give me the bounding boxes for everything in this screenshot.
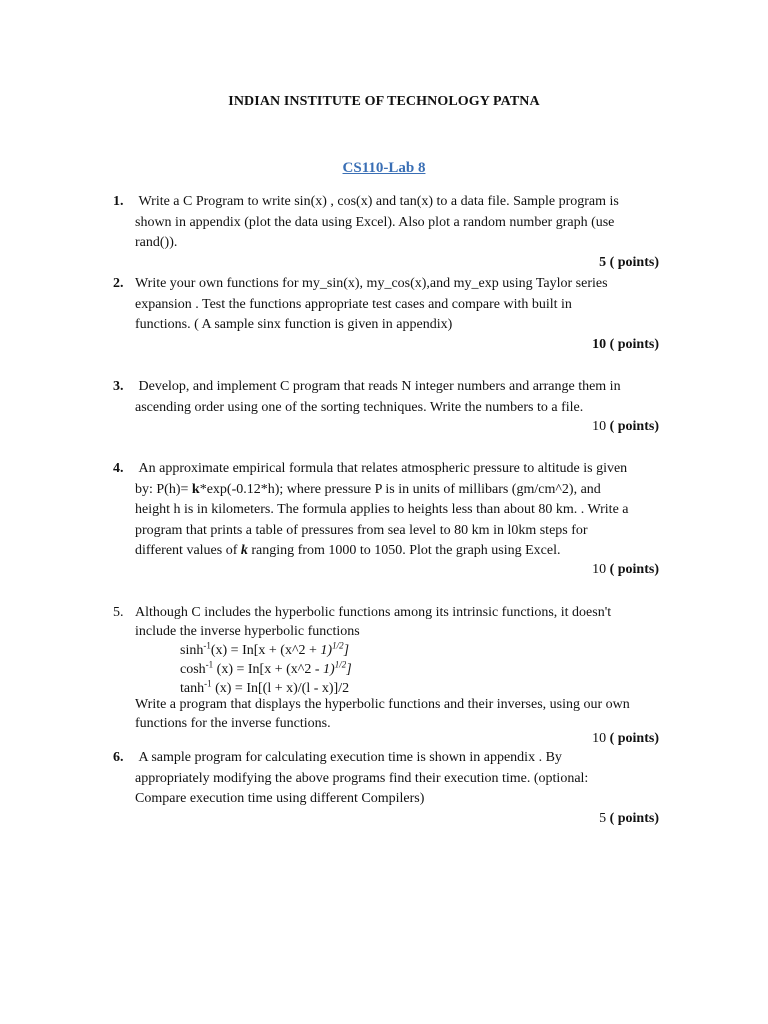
question-number: 5.: [113, 605, 124, 620]
points-q1: [599, 255, 659, 271]
question-number: 2.: [113, 276, 124, 291]
formula-tanh: $\tanh^{-1} (x) = In[(l + x)/(l - x)]/2$: [180, 678, 350, 696]
question-text: [135, 192, 665, 254]
text-line: height h is in kilometers. The formula applies to heights less than about 80 km. . Write a: [135, 502, 629, 517]
question-text: [135, 459, 665, 562]
question-text: [135, 377, 665, 418]
question-number: 6.: [113, 750, 124, 765]
points-q3: [592, 419, 659, 435]
text-line: functions. ( A sample sinx function is given in appendix): [135, 317, 453, 332]
institute-title: INDIAN INSTITUTE OF TECHNOLOGY PATNA: [228, 94, 540, 109]
question-text: [135, 603, 665, 641]
points-value: 5: [599, 255, 607, 270]
text-line: Write a C Program to write sin(x) , cos(x) and tan(x) to a data file. Sample program is: [138, 194, 619, 209]
text-line: A sample program for calculating execution time is shown in appendix . By: [138, 750, 562, 765]
points-value: 10: [592, 562, 607, 577]
text-line: ascending order using one of the sorting techniques. Write the numbers to a file.: [135, 399, 584, 415]
text-line: rand()).: [135, 235, 178, 250]
points-q2: [592, 337, 659, 353]
points-label: ( points): [609, 811, 659, 826]
points-value: 10: [592, 731, 607, 746]
points-q5: [592, 731, 659, 747]
points-q6: [599, 811, 659, 827]
text-line: Compare execution time using different Compilers): [135, 791, 425, 806]
points-q4: [592, 562, 659, 578]
points-label: ( points): [609, 337, 659, 352]
formula-cosh: $\cosh^{-1} (x) = In[x$ + (x^2 - 1)$^{1/2}$]: [180, 659, 352, 677]
text-line: Develop, and implement C program that reads N integer numbers and arrange them in: [138, 379, 621, 394]
formula-sinh: $\sinh^{-1}(x) = In[x$ + (x^2 + 1)$^{1/2}$]: [180, 640, 350, 658]
points-label: ( points): [609, 562, 659, 577]
lab-title: CS110-Lab 8: [342, 160, 426, 176]
text-line: Write a program that displays the hyperbolic functions and their inverses, using our own: [135, 697, 630, 712]
text-line: include the inverse hyperbolic functions: [135, 624, 360, 639]
text-line: appropriately modifying the above programs find their execution time. (optional:: [135, 770, 589, 786]
text-segment: by: P(h)=: [135, 481, 192, 497]
text-line: Write your own functions for my_sin(x), my_cos(x),and my_exp using Taylor series: [135, 276, 608, 291]
constant-k: k: [240, 543, 248, 558]
question-number: 1.: [113, 194, 124, 209]
points-value: 10: [592, 337, 607, 352]
text-line: An approximate empirical formula that relates atmospheric pressure to altitude is given: [138, 461, 628, 476]
text-line: functions for the inverse functions.: [135, 716, 331, 731]
question-text: [135, 695, 665, 733]
question-number: 3.: [113, 379, 124, 394]
text-segment: ranging from 1000 to 1050. Plot the graph using Excel.: [247, 543, 561, 558]
constant-k: k: [191, 481, 200, 497]
text-line: shown in appendix (plot the data using Excel). Also plot a random number graph (use: [135, 214, 615, 230]
text-line: expansion . Test the functions appropriate test cases and compare with built in: [135, 296, 572, 312]
question-text: [135, 274, 665, 336]
points-label: ( points): [609, 419, 659, 434]
inverse-hyperbolic-formulas: [180, 641, 352, 698]
text-segment: different values of: [135, 543, 241, 558]
points-value: 10: [592, 419, 607, 434]
points-label: ( points): [609, 255, 659, 270]
text-segment: *exp(-0.12*h); where pressure P is in units of millibars (gm/cm^2), and: [199, 481, 601, 497]
question-text: [135, 748, 665, 810]
points-value: 5: [599, 811, 607, 826]
text-line: Although C includes the hyperbolic functions among its intrinsic functions, it doesn't: [135, 605, 612, 620]
text-line: program that prints a table of pressures from sea level to 80 km in l0km steps for: [135, 522, 588, 538]
question-number: 4.: [113, 461, 124, 476]
points-label: ( points): [609, 731, 659, 746]
